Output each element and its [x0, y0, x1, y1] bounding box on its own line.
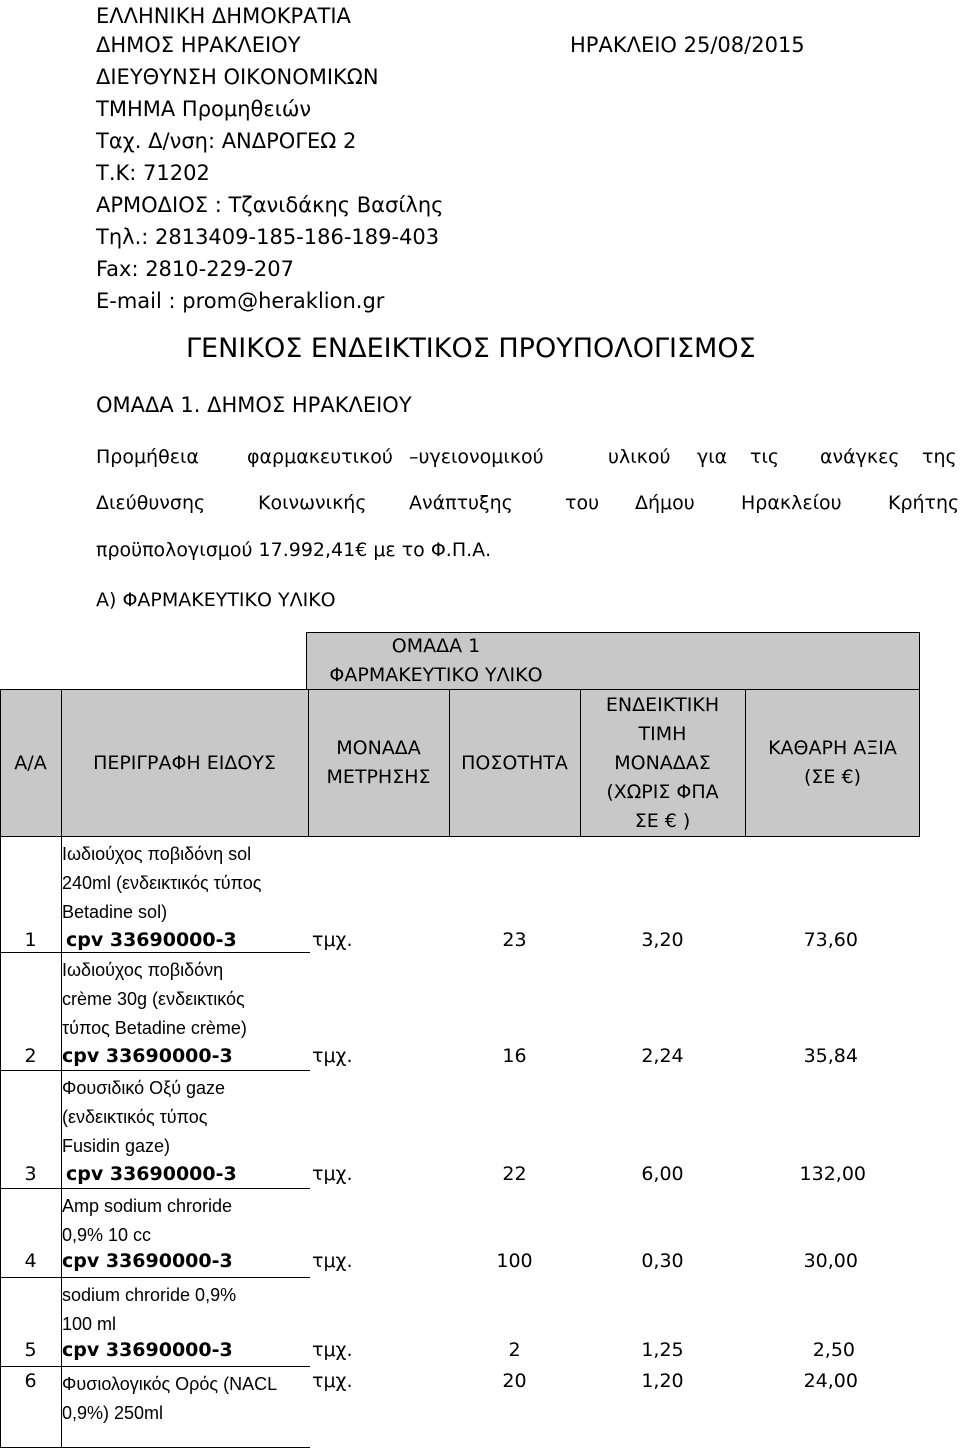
col-header-net-value-2: (ΣΕ €) — [804, 766, 861, 788]
header-date: ΗΡΑΚΛΕΙΟ 25/08/2015 — [570, 33, 805, 57]
header-line-fax: Fax: 2810-229-207 — [96, 257, 294, 281]
header-line-phone: Τηλ.: 2813409-185-186-189-403 — [96, 225, 440, 249]
desc-word: υλικού — [608, 446, 671, 468]
col-header-description: ΠΕΡΙΓΡΑΦΗ ΕΙΔΟΥΣ — [93, 752, 276, 774]
item-quantity: 22 — [502, 1163, 527, 1185]
item-unit-price: 0,30 — [641, 1250, 684, 1272]
item-description: crème 30g (ενδεικτικός — [62, 989, 245, 1009]
col-header-net-value: ΚΑΘΑΡΗ ΑΞΙΑ — [768, 737, 897, 759]
col-header-unit: ΜΟΝΑΔΑ — [336, 737, 421, 759]
col-header-price-3: ΜΟΝΑΔΑΣ — [614, 752, 711, 774]
header-line-postal-code: Τ.Κ: 71202 — [96, 161, 210, 185]
item-description: Betadine sol) — [62, 902, 168, 922]
item-unit: τμχ. — [312, 1250, 353, 1272]
group-label: ΟΜΑΔΑ 1 — [391, 635, 481, 657]
desc-word: τις — [750, 446, 780, 468]
item-quantity: 20 — [502, 1370, 527, 1392]
col-header-quantity: ΠΟΣΟΤΗΤΑ — [461, 752, 568, 774]
item-unit-price: 2,24 — [641, 1045, 684, 1067]
col-header-price-4: (ΧΩΡΙΣ ΦΠΑ — [606, 781, 719, 803]
section-title: Α) ΦΑΡΜΑΚΕΥΤΙΚΟ ΥΛΙΚΟ — [96, 589, 336, 611]
item-cpv: cpv 33690000-3 — [62, 1339, 233, 1361]
item-quantity: 100 — [496, 1250, 533, 1272]
item-quantity: 23 — [502, 929, 527, 951]
items-table — [0, 632, 960, 1448]
col-header-price-2: ΤΙΜΗ — [638, 723, 687, 745]
col-header-aa: Α/Α — [14, 752, 47, 774]
item-net-value: 35,84 — [803, 1045, 858, 1067]
item-unit: τμχ. — [312, 1163, 353, 1185]
header-line-directorate: ΔΙΕΥΘΥΝΣΗ ΟΙΚΟΝΟΜΙΚΩΝ — [96, 65, 379, 89]
item-unit-price: 1,20 — [641, 1370, 684, 1392]
item-description: 0,9% 10 cc — [62, 1225, 152, 1245]
group-category: ΦΑΡΜΑΚΕΥΤΙΚΟ ΥΛΙΚΟ — [329, 664, 543, 686]
desc-word: Κρήτης — [888, 492, 960, 514]
item-description: sodium chroride 0,9% — [62, 1285, 237, 1305]
col-header-price: ΕΝΔΕΙΚΤΙΚΗ — [605, 694, 720, 716]
item-number: 2 — [24, 1045, 37, 1067]
desc-word: Προμήθεια — [96, 446, 199, 468]
desc-word: Διεύθυνσης — [96, 492, 206, 514]
col-header-price-5: ΣΕ € ) — [634, 810, 691, 832]
desc-word: του — [565, 492, 600, 514]
item-cpv: cpv 33690000-3 — [66, 1163, 237, 1185]
item-description: Ιωδιούχος ποβιδόνη — [62, 960, 224, 980]
item-quantity: 16 — [502, 1045, 527, 1067]
desc-word: για — [697, 446, 728, 468]
budget-line: προϋπολογισμού 17.992,41€ με το Φ.Π.Α. — [96, 539, 492, 561]
item-net-value: 132,00 — [799, 1163, 866, 1185]
header-line-email: E-mail : prom@heraklion.gr — [96, 289, 385, 313]
item-unit: τμχ. — [312, 1370, 353, 1392]
item-unit-price: 3,20 — [641, 929, 684, 951]
item-number: 6 — [24, 1370, 37, 1392]
group-heading: ΟΜΑΔΑ 1. ΔΗΜΟΣ ΗΡΑΚΛΕΙΟΥ — [96, 393, 412, 417]
header-line-country: ΕΛΛΗΝΙΚΗ ΔΗΜΟΚΡΑΤΙΑ — [96, 4, 351, 28]
item-cpv: cpv 33690000-3 — [62, 1045, 233, 1067]
item-number: 5 — [24, 1339, 37, 1361]
item-description: 0,9%) 250ml — [62, 1403, 164, 1423]
desc-word: της — [922, 446, 957, 468]
item-description: Amp sodium chroride — [62, 1196, 233, 1216]
item-net-value: 24,00 — [803, 1370, 858, 1392]
item-cpv: cpv 33690000-3 — [62, 1250, 233, 1272]
item-unit: τμχ. — [312, 1045, 353, 1067]
item-number: 3 — [24, 1163, 37, 1185]
item-net-value: 30,00 — [803, 1250, 858, 1272]
item-unit-price: 1,25 — [641, 1339, 684, 1361]
document-title: ΓΕΝΙΚΟΣ ΕΝΔΕΙΚΤΙΚΟΣ ΠΡΟΥΠΟΛΟΓΙΣΜΟΣ — [186, 333, 756, 364]
item-description: 100 ml — [62, 1314, 117, 1334]
item-net-value: 2,50 — [812, 1339, 855, 1361]
item-description: (ενδεικτικός τύπος — [62, 1107, 208, 1127]
header-line-department: ΤΜΗΜΑ Προμηθειών — [96, 97, 312, 121]
item-net-value: 73,60 — [803, 929, 858, 951]
item-unit-price: 6,00 — [641, 1163, 684, 1185]
item-description: τύπος Betadine crème) — [62, 1018, 247, 1038]
header-line-municipality: ΔΗΜΟΣ ΗΡΑΚΛΕΙΟΥ — [96, 33, 301, 57]
item-unit: τμχ. — [312, 929, 353, 951]
item-unit: τμχ. — [312, 1339, 353, 1361]
header-line-contact-person: ΑΡΜΟΔΙΟΣ : Τζανιδάκης Βασίλης — [96, 193, 444, 217]
item-description: Ιωδιούχος ποβιδόνη sol — [62, 844, 252, 864]
desc-word: Ανάπτυξης — [409, 492, 513, 514]
col-header-unit-2: ΜΕΤΡΗΣΗΣ — [326, 766, 431, 788]
item-description: Φυσιολογικός Ορός (NACL — [62, 1374, 278, 1394]
desc-word: Κοινωνικής — [258, 492, 367, 514]
item-quantity: 2 — [508, 1339, 521, 1361]
desc-word: φαρμακευτικού — [247, 446, 393, 468]
item-description: 240ml (ενδεικτικός τύπος — [62, 873, 262, 893]
desc-word: ανάγκες — [820, 446, 900, 468]
desc-word: Δήμου — [635, 492, 695, 514]
item-description: Fusidin gaze) — [62, 1136, 171, 1156]
item-description: Φουσιδικό Οξύ gaze — [62, 1078, 226, 1098]
item-cpv: cpv 33690000-3 — [66, 929, 237, 951]
item-number: 4 — [24, 1250, 37, 1272]
desc-word: Ηρακλείου — [741, 492, 842, 514]
desc-word: –υγειονομικού — [409, 446, 544, 468]
item-number: 1 — [24, 929, 37, 951]
header-line-address: Ταχ. Δ/νση: ΑΝΔΡΟΓΕΩ 2 — [96, 129, 357, 153]
